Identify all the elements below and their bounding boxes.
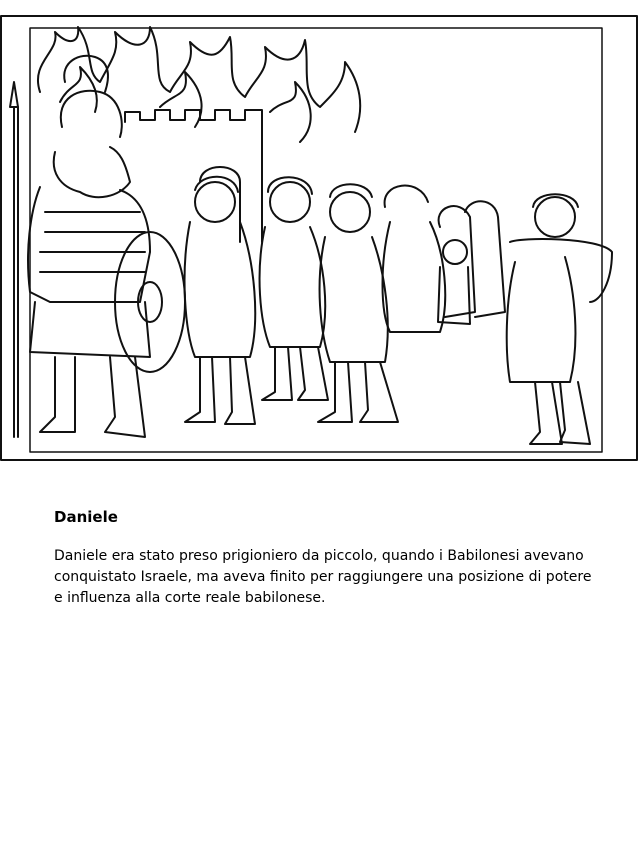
- spear: [10, 82, 18, 437]
- illustration-frame: [1, 16, 637, 460]
- caption-title: Daniele: [54, 508, 118, 526]
- captive-with-bundle: [507, 194, 612, 444]
- left-leg: [40, 357, 75, 432]
- older-captives: [383, 186, 506, 332]
- caption-body: Daniele era stato preso prigioniero da piccolo, quando i Babilonesi avevano conquistato Israele, ma aveva finito per raggiungere una posizione di potere e influenza alla corte reale babilonese.: [54, 548, 592, 606]
- skirt: [30, 302, 150, 357]
- captive-3: [318, 184, 398, 422]
- caption: [54, 508, 594, 609]
- captive-1: [185, 177, 256, 424]
- babylonian-soldier: [28, 56, 185, 437]
- captive-2: [260, 177, 328, 400]
- flames: [38, 27, 360, 142]
- coloring-illustration: [0, 12, 638, 462]
- city-gate: [125, 110, 262, 242]
- beard: [54, 147, 130, 197]
- armor-body: [28, 187, 150, 302]
- helmet: [61, 91, 122, 137]
